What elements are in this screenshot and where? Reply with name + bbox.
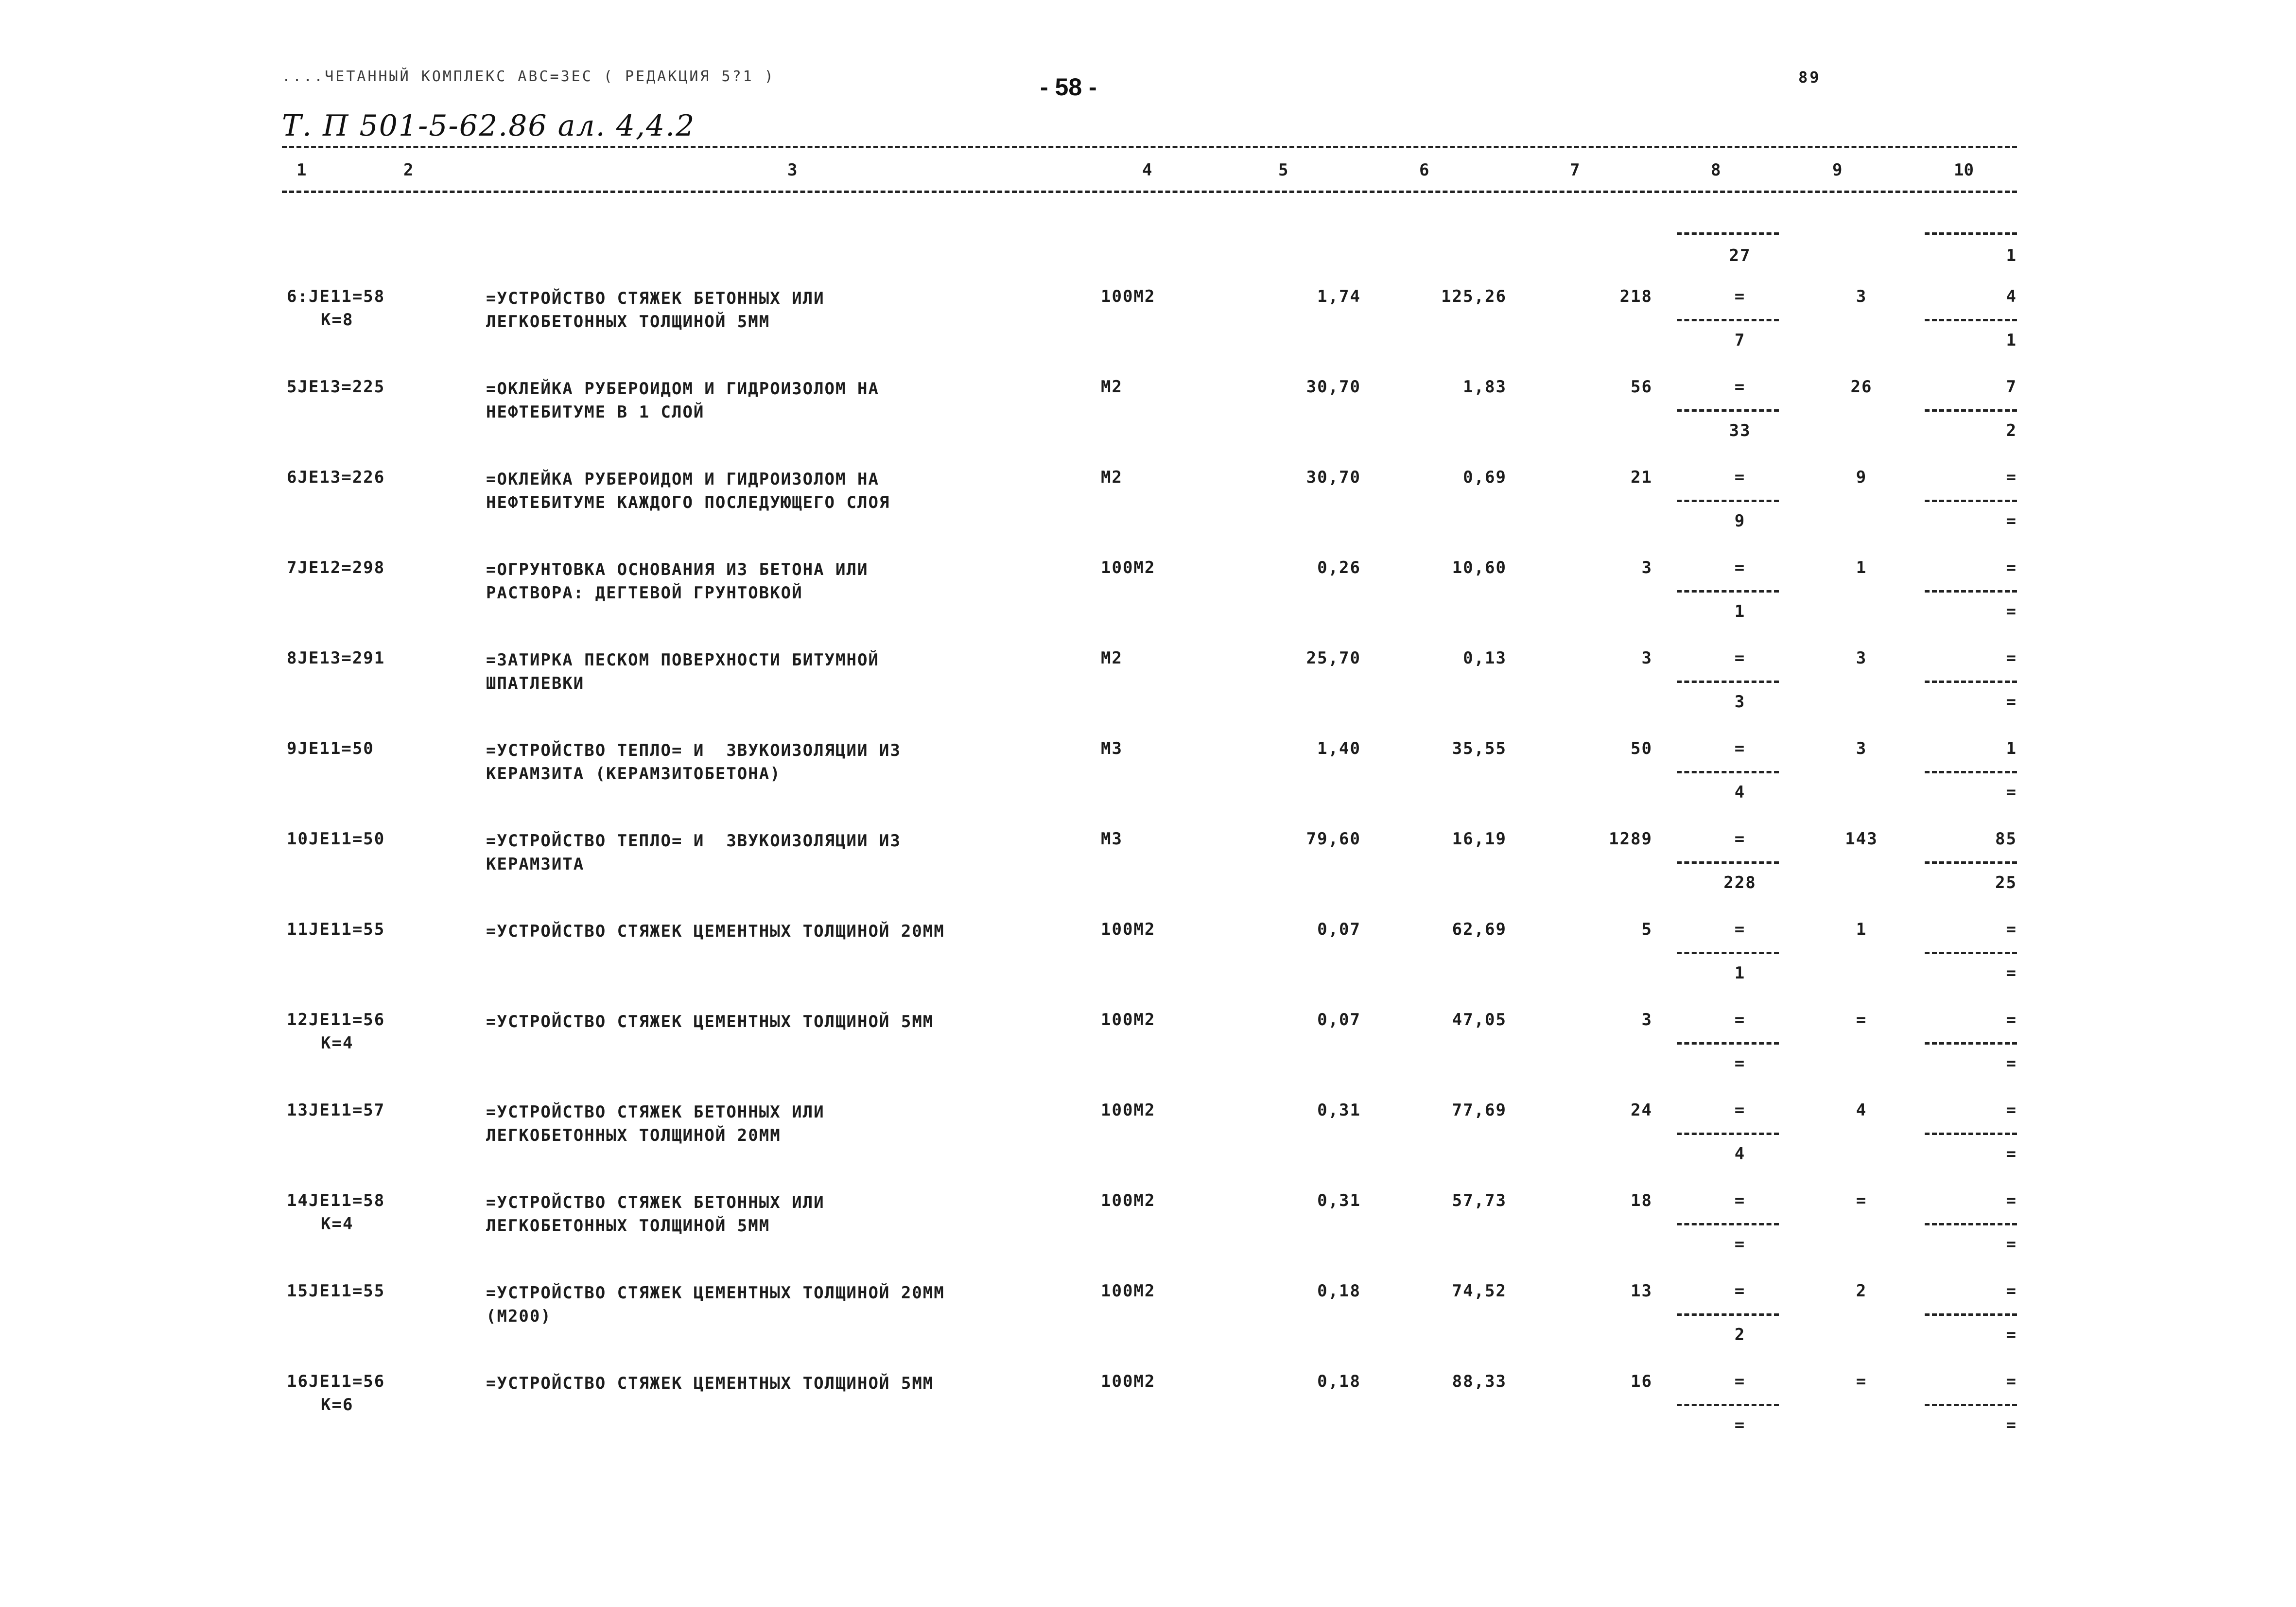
row-quantity: 30,70: [1306, 377, 1361, 397]
row-total-cost: 3: [1641, 1010, 1652, 1030]
row-col10-bottom: =: [2006, 511, 2017, 531]
row-quantity: 25,70: [1306, 648, 1361, 668]
row-unit-price: 35,55: [1452, 739, 1507, 758]
row-col9: 2: [1856, 1281, 1867, 1301]
fraction-line-col10: [1925, 590, 2017, 593]
row-total-cost: 16: [1631, 1372, 1652, 1391]
row-number: 16ЈЕ11=56: [287, 1372, 385, 1391]
table-row: [0, 920, 2296, 1002]
table-row: [0, 1372, 2296, 1454]
row-col8-top: =: [1734, 739, 1746, 758]
fraction-line-col8: [1677, 1223, 1779, 1225]
row-col8-top: =: [1734, 287, 1746, 306]
row-coefficient: К=4: [321, 1033, 354, 1053]
fraction-line-col10: [1925, 1133, 2017, 1135]
row-col10-top: =: [2006, 920, 2017, 939]
row-col10-bottom: =: [2006, 783, 2017, 802]
row-unit-price: 10,60: [1452, 558, 1507, 577]
row-col8-bottom: 1: [1734, 602, 1746, 621]
row-number: 10ЈЕ11=50: [287, 829, 385, 849]
fraction-line-col10: [1925, 1313, 2017, 1316]
row-quantity: 79,60: [1306, 829, 1361, 849]
table-row: [0, 829, 2296, 912]
row-description-line-2: КЕРАМЗИТА (КЕРАМЗИТОБЕТОНА): [486, 764, 781, 784]
row-col8-bottom: 2: [1734, 1325, 1746, 1345]
row-description: [486, 468, 890, 514]
row-unit-price: 77,69: [1452, 1100, 1507, 1120]
row-total-cost: 18: [1631, 1191, 1652, 1210]
row-col10-bottom: 25: [1995, 873, 2017, 892]
row-col8-bottom: 1: [1734, 963, 1746, 983]
row-unit: 100М2: [1101, 1010, 1156, 1030]
row-col10-top: =: [2006, 558, 2017, 577]
row-col8-top: =: [1734, 829, 1746, 849]
table-row: [0, 648, 2296, 731]
row-coefficient: К=4: [321, 1214, 354, 1234]
program-title: ....ЧЕТАННЫЙ КОМПЛЕКС АВС=3ЕС ( РЕДАКЦИЯ 5?1 ): [282, 68, 775, 85]
row-unit: 100М2: [1101, 1372, 1156, 1391]
row-quantity: 30,70: [1306, 468, 1361, 487]
row-col8-top: =: [1734, 468, 1746, 487]
row-col9: =: [1856, 1372, 1867, 1391]
row-col10-top: =: [2006, 1010, 2017, 1030]
row-quantity: 0,26: [1317, 558, 1361, 577]
row-col9: =: [1856, 1010, 1867, 1030]
row-description-line-1: =УСТРОЙСТВО ТЕПЛО= И ЗВУКОИЗОЛЯЦИИ ИЗ: [486, 831, 901, 851]
header-rule-bottom: [282, 191, 2017, 193]
row-description-line-1: =ОКЛЕЙКА РУБЕРОИДОМ И ГИДРОИЗОЛОМ НА: [486, 470, 879, 489]
table-row: [0, 287, 2296, 369]
row-col10-bottom: =: [2006, 692, 2017, 712]
row-unit: М3: [1101, 829, 1123, 849]
row-description-line-2: ЛЕГКОБЕТОННЫХ ТОЛЩИНОЙ 20ММ: [486, 1126, 781, 1145]
row-description: [486, 648, 879, 695]
row-unit: 100М2: [1101, 920, 1156, 939]
fraction-line-col10: [1925, 500, 2017, 502]
row-quantity: 0,31: [1317, 1100, 1361, 1120]
row-number: 15ЈЕ11=55: [287, 1281, 385, 1301]
row-unit: М3: [1101, 739, 1123, 758]
row-unit-price: 1,83: [1463, 377, 1507, 397]
row-description-line-1: =УСТРОЙСТВО СТЯЖЕК БЕТОННЫХ ИЛИ: [486, 1193, 825, 1212]
row-col9: 143: [1845, 829, 1878, 849]
row-col10-top: 4: [2006, 287, 2017, 306]
row-unit: 100М2: [1101, 1191, 1156, 1210]
row-total-cost: 13: [1631, 1281, 1652, 1301]
row-description-line-2: ЛЕГКОБЕТОННЫХ ТОЛЩИНОЙ 5ММ: [486, 1216, 770, 1236]
row-number: 9ЈЕ11=50: [287, 739, 374, 758]
row-number: 7ЈЕ12=298: [287, 558, 385, 577]
sheet-number: 89: [1798, 68, 1821, 87]
row-unit-price: 125,26: [1441, 287, 1507, 306]
row-unit-price: 62,69: [1452, 920, 1507, 939]
row-col8-bottom: 3: [1734, 692, 1746, 712]
row-description: [486, 829, 901, 876]
col-header-6: 6: [1419, 160, 1429, 180]
col-header-10: 10: [1954, 160, 1974, 180]
row-number: 8ЈЕ13=291: [287, 648, 385, 668]
row-col8-bottom: 4: [1734, 783, 1746, 802]
row-total-cost: 3: [1641, 558, 1652, 577]
row-quantity: 0,31: [1317, 1191, 1361, 1210]
fraction-line-col8: [1677, 319, 1779, 321]
row-description: [486, 920, 945, 943]
col-header-9: 9: [1832, 160, 1843, 180]
row-number: 6ЈЕ13=226: [287, 468, 385, 487]
row-description: [486, 1191, 825, 1238]
row-description: [486, 558, 868, 605]
row-col10-top: 7: [2006, 377, 2017, 397]
row-col10-bottom: =: [2006, 1325, 2017, 1345]
row-col8-bottom: =: [1734, 1054, 1746, 1073]
row-description-line-2: НЕФТЕБИТУМЕ КАЖДОГО ПОСЛЕДУЮЩЕГО СЛОЯ: [486, 493, 890, 512]
row-quantity: 0,07: [1317, 920, 1361, 939]
row-col8-bottom: 4: [1734, 1144, 1746, 1164]
row-quantity: 0,18: [1317, 1281, 1361, 1301]
row-col10-top: =: [2006, 648, 2017, 668]
row-unit-price: 0,69: [1463, 468, 1507, 487]
row-description-line-1: =УСТРОЙСТВО СТЯЖЕК ЦЕМЕНТНЫХ ТОЛЩИНОЙ 5ММ: [486, 1374, 934, 1393]
col-header-5: 5: [1278, 160, 1288, 180]
row-col10-bottom: =: [2006, 602, 2017, 621]
row-coefficient: К=6: [321, 1395, 354, 1415]
carry-fraction-line-8: [1677, 232, 1779, 235]
table-row: [0, 1191, 2296, 1274]
fraction-line-col10: [1925, 1404, 2017, 1406]
fraction-line-col10: [1925, 952, 2017, 954]
row-unit: 100М2: [1101, 1281, 1156, 1301]
row-col10-bottom: =: [2006, 1054, 2017, 1073]
row-total-cost: 218: [1619, 287, 1652, 306]
row-number: 6:ЈЕ11=58: [287, 287, 385, 306]
row-unit: 100М2: [1101, 558, 1156, 577]
row-col8-top: =: [1734, 377, 1746, 397]
table-row: [0, 1281, 2296, 1364]
row-col10-bottom: =: [2006, 1235, 2017, 1254]
row-unit-price: 0,13: [1463, 648, 1507, 668]
row-description-line-2: РАСТВОРА: ДЕГТЕВОЙ ГРУНТОВКОЙ: [486, 583, 803, 603]
row-col10-top: =: [2006, 1191, 2017, 1210]
carry-col8-value: 27: [1729, 246, 1751, 265]
row-col8-top: =: [1734, 1191, 1746, 1210]
row-unit: М2: [1101, 648, 1123, 668]
fraction-line-col8: [1677, 500, 1779, 502]
row-col8-top: =: [1734, 1372, 1746, 1391]
row-col10-bottom: =: [2006, 963, 2017, 983]
row-description: [486, 1100, 825, 1147]
row-col8-top: =: [1734, 648, 1746, 668]
row-col9: 26: [1850, 377, 1873, 397]
carried-totals: [0, 228, 2296, 272]
fraction-line-col8: [1677, 409, 1779, 412]
row-col8-top: =: [1734, 1010, 1746, 1030]
row-description-line-1: =ЗАТИРКА ПЕСКОМ ПОВЕРХНОСТИ БИТУМНОЙ: [486, 650, 879, 670]
row-description-line-1: =УСТРОЙСТВО СТЯЖЕК ЦЕМЕНТНЫХ ТОЛЩИНОЙ 5ММ: [486, 1012, 934, 1031]
fraction-line-col10: [1925, 319, 2017, 321]
fraction-line-col10: [1925, 409, 2017, 412]
row-quantity: 1,40: [1317, 739, 1361, 758]
row-description: [486, 739, 901, 786]
row-col8-bottom: 228: [1723, 873, 1757, 892]
row-col10-top: 85: [1995, 829, 2017, 849]
row-description-line-1: =УСТРОЙСТВО СТЯЖЕК ЦЕМЕНТНЫХ ТОЛЩИНОЙ 20ММ: [486, 1283, 945, 1303]
row-description-line-2: НЕФТЕБИТУМЕ В 1 СЛОЙ: [486, 402, 705, 422]
row-number: 13ЈЕ11=57: [287, 1100, 385, 1120]
row-unit-price: 16,19: [1452, 829, 1507, 849]
table-row: [0, 468, 2296, 550]
row-col9: =: [1856, 1191, 1867, 1210]
row-unit-price: 74,52: [1452, 1281, 1507, 1301]
header-rule-top: [282, 146, 2017, 148]
page-number: - 58 -: [1040, 73, 1097, 101]
row-col8-bottom: 9: [1734, 511, 1746, 531]
row-quantity: 0,18: [1317, 1372, 1361, 1391]
column-header-row: [282, 160, 2017, 184]
col-header-4: 4: [1142, 160, 1152, 180]
carry-col10-value: 1: [2006, 246, 2017, 265]
row-col10-bottom: =: [2006, 1415, 2017, 1435]
carry-fraction-line-10: [1925, 232, 2017, 235]
fraction-line-col8: [1677, 590, 1779, 593]
row-description-line-2: ШПАТЛЕВКИ: [486, 674, 585, 693]
row-number: 12ЈЕ11=56: [287, 1010, 385, 1030]
col-header-2: 2: [403, 160, 414, 180]
row-col10-top: =: [2006, 468, 2017, 487]
fraction-line-col8: [1677, 1313, 1779, 1316]
table-row: [0, 739, 2296, 821]
row-total-cost: 3: [1641, 648, 1652, 668]
fraction-line-col8: [1677, 1404, 1779, 1406]
row-number: 11ЈЕ11=55: [287, 920, 385, 939]
row-total-cost: 56: [1631, 377, 1652, 397]
fraction-line-col8: [1677, 861, 1779, 864]
row-col9: 3: [1856, 648, 1867, 668]
row-description-line-1: =УСТРОЙСТВО СТЯЖЕК ЦЕМЕНТНЫХ ТОЛЩИНОЙ 20ММ: [486, 922, 945, 941]
row-description: [486, 287, 825, 333]
row-col10-top: =: [2006, 1372, 2017, 1391]
table-row: [0, 1010, 2296, 1093]
row-coefficient: К=8: [321, 310, 354, 330]
fraction-line-col8: [1677, 1042, 1779, 1045]
row-col9: 1: [1856, 920, 1867, 939]
row-unit: М2: [1101, 468, 1123, 487]
row-col8-bottom: =: [1734, 1235, 1746, 1254]
row-quantity: 0,07: [1317, 1010, 1361, 1030]
fraction-line-col8: [1677, 952, 1779, 954]
col-header-1: 1: [296, 160, 307, 180]
row-col8-top: =: [1734, 1100, 1746, 1120]
row-col9: 1: [1856, 558, 1867, 577]
row-description: [486, 377, 879, 424]
row-description: [486, 1281, 945, 1328]
row-description: [486, 1010, 934, 1033]
row-description-line-1: =ОКЛЕЙКА РУБЕРОИДОМ И ГИДРОИЗОЛОМ НА: [486, 379, 879, 399]
row-col10-top: 1: [2006, 739, 2017, 758]
fraction-line-col10: [1925, 1223, 2017, 1225]
row-description-line-1: =УСТРОЙСТВО СТЯЖЕК БЕТОННЫХ ИЛИ: [486, 1102, 825, 1122]
row-unit: М2: [1101, 377, 1123, 397]
row-quantity: 1,74: [1317, 287, 1361, 306]
row-unit-price: 47,05: [1452, 1010, 1507, 1030]
handwritten-reference: Т. П 501-5-62.86 ал. 4,4.2: [282, 109, 696, 143]
row-total-cost: 21: [1631, 468, 1652, 487]
row-unit: 100М2: [1101, 287, 1156, 306]
table-row: [0, 558, 2296, 641]
row-number: 5ЈЕ13=225: [287, 377, 385, 397]
col-header-8: 8: [1711, 160, 1721, 180]
row-unit-price: 88,33: [1452, 1372, 1507, 1391]
row-col9: 3: [1856, 287, 1867, 306]
row-unit-price: 57,73: [1452, 1191, 1507, 1210]
row-col10-bottom: 2: [2006, 421, 2017, 440]
fraction-line-col10: [1925, 861, 2017, 864]
row-total-cost: 1289: [1609, 829, 1652, 849]
row-description-line-1: =УСТРОЙСТВО ТЕПЛО= И ЗВУКОИЗОЛЯЦИИ ИЗ: [486, 741, 901, 760]
row-unit: 100М2: [1101, 1100, 1156, 1120]
row-col9: 9: [1856, 468, 1867, 487]
row-description-line-2: КЕРАМЗИТА: [486, 855, 585, 874]
row-col8-top: =: [1734, 920, 1746, 939]
row-description-line-2: ЛЕГКОБЕТОННЫХ ТОЛЩИНОЙ 5ММ: [486, 312, 770, 332]
row-col8-bottom: =: [1734, 1415, 1746, 1435]
fraction-line-col10: [1925, 1042, 2017, 1045]
row-total-cost: 24: [1631, 1100, 1652, 1120]
row-number: 14ЈЕ11=58: [287, 1191, 385, 1210]
row-col10-bottom: 1: [2006, 331, 2017, 350]
row-col8-top: =: [1734, 1281, 1746, 1301]
col-header-7: 7: [1570, 160, 1580, 180]
row-description-line-1: =УСТРОЙСТВО СТЯЖЕК БЕТОННЫХ ИЛИ: [486, 289, 825, 308]
row-col10-top: =: [2006, 1100, 2017, 1120]
fraction-line-col10: [1925, 681, 2017, 683]
row-total-cost: 50: [1631, 739, 1652, 758]
table-row: [0, 1100, 2296, 1183]
table-row: [0, 377, 2296, 460]
fraction-line-col8: [1677, 771, 1779, 773]
row-description-line-2: (М200): [486, 1307, 552, 1326]
fraction-line-col8: [1677, 681, 1779, 683]
row-col8-top: =: [1734, 558, 1746, 577]
row-col10-top: =: [2006, 1281, 2017, 1301]
fraction-line-col10: [1925, 771, 2017, 773]
row-col9: 4: [1856, 1100, 1867, 1120]
fraction-line-col8: [1677, 1133, 1779, 1135]
row-col10-bottom: =: [2006, 1144, 2017, 1164]
row-col9: 3: [1856, 739, 1867, 758]
col-header-3: 3: [787, 160, 798, 180]
row-description: [486, 1372, 934, 1395]
row-description-line-1: =ОГРУНТОВКА ОСНОВАНИЯ ИЗ БЕТОНА ИЛИ: [486, 560, 869, 579]
row-col8-bottom: 33: [1729, 421, 1751, 440]
row-total-cost: 5: [1641, 920, 1652, 939]
row-col8-bottom: 7: [1734, 331, 1746, 350]
